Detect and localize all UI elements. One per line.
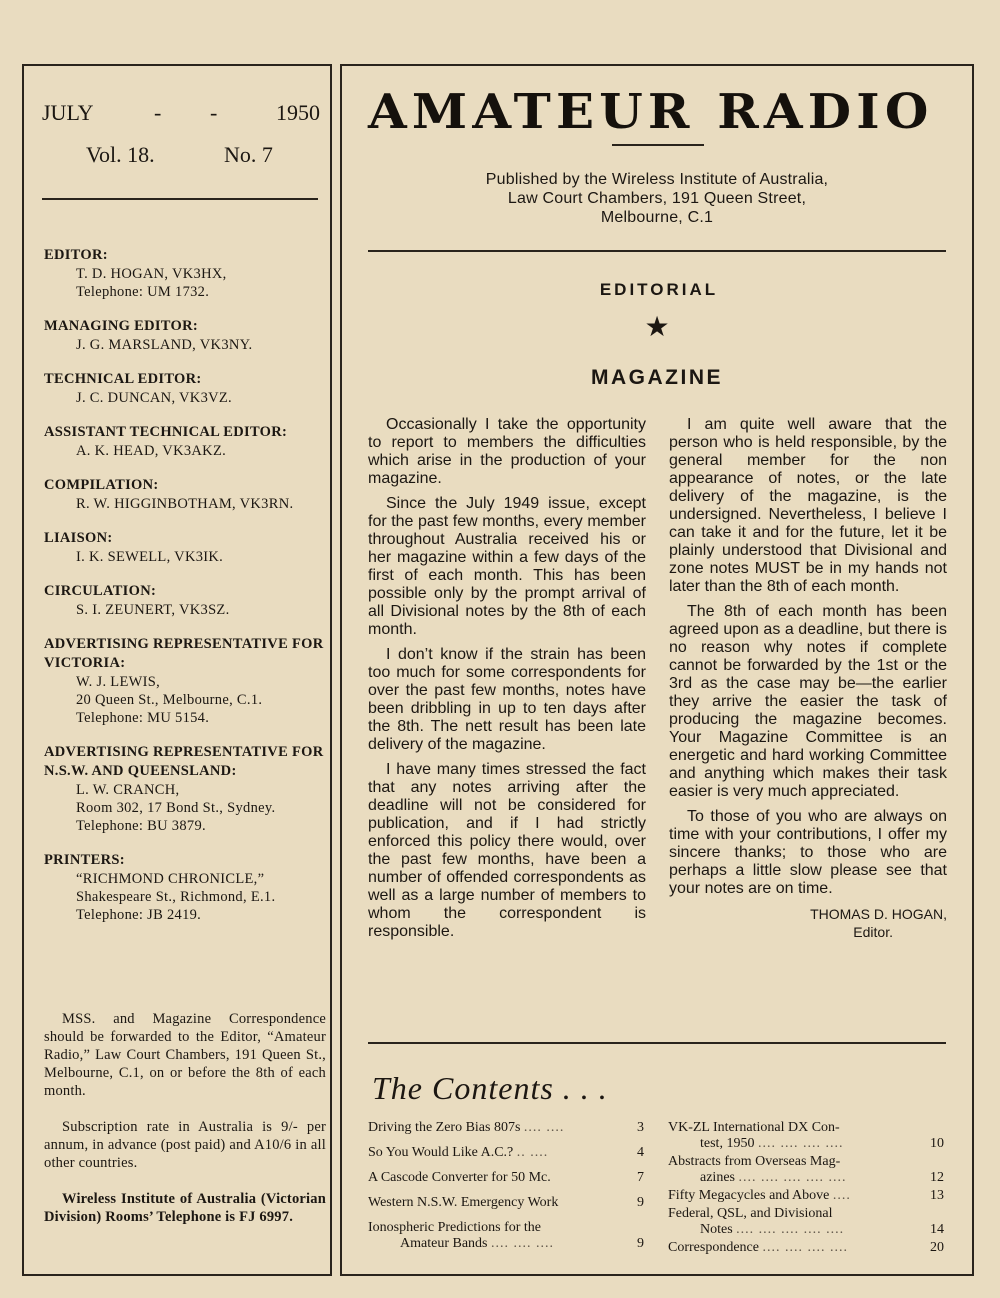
page-number: 20 (930, 1240, 944, 1255)
page-number: 9 (637, 1236, 644, 1251)
staff-line: “RICHMOND CHRONICLE,” (76, 871, 265, 887)
staff-group (44, 370, 334, 407)
staff-role: ADVERTISING REPRESENTATIVE FOR N.S.W. AND QUEENSLAND: (44, 744, 324, 779)
contents-column-right (668, 1120, 944, 1258)
publisher-info: Published by the Wireless Institute of Australia, Law Court Chambers, 191 Queen Street, Melbourne, C.1 (485, 171, 829, 226)
signature-name: THOMAS D. HOGAN, (810, 906, 947, 922)
staff-line: Telephone: BU 3879. (76, 818, 206, 834)
contents-title: The Contents . . . (372, 1070, 608, 1106)
staff-group (44, 851, 334, 924)
issue-volume: Vol. 18. (86, 142, 155, 167)
issue-number: No. 7 (224, 142, 273, 167)
issue-separator: - (154, 100, 162, 125)
page-number: 10 (930, 1136, 944, 1151)
staff-line: Room 302, 17 Bond St., Sydney. (76, 800, 276, 816)
staff-group (44, 743, 334, 835)
staff-line: S. I. ZEUNERT, VK3SZ. (76, 602, 230, 618)
masthead-underline (612, 144, 704, 146)
issue-month: JULY (42, 100, 94, 125)
staff-role: EDITOR: (44, 247, 108, 263)
paragraph: To those of you who are always on time with your contributions, I offer my sincere thanks; to those who are perhaps a little slow please see that your notes are on time. (669, 808, 947, 897)
issue-year: 1950 (276, 100, 320, 125)
page-number: 12 (930, 1170, 944, 1185)
staff-line: I. K. SEWELL, VK3IK. (76, 549, 224, 565)
page-number: 13 (930, 1188, 944, 1203)
contents-item[interactable]: Abstracts from Overseas Mag- azines .... .... .... .... .... 12 (668, 1154, 944, 1185)
signature (669, 905, 947, 941)
staff-line: A. K. HEAD, VK3AKZ. (76, 443, 227, 459)
page-number: 7 (637, 1170, 644, 1185)
editorial-column-1 (368, 416, 646, 948)
staff-line: Telephone: JB 2419. (76, 907, 202, 923)
contents-item[interactable]: VK-ZL International DX Con- test, 1950 .... .... .... .... 10 (668, 1120, 944, 1151)
contents-item[interactable]: Western N.S.W. Emergency Work 9 (368, 1195, 644, 1210)
subscription-note: Subscription rate in Australia is 9/- per annum, in advance (post paid) and A10/6 in all other countries. (44, 1119, 326, 1171)
contents-column-left (368, 1120, 644, 1261)
divider (368, 1042, 946, 1044)
article-headline: MAGAZINE (591, 366, 723, 389)
staff-line: L. W. CRANCH, (76, 782, 180, 798)
staff-role: CIRCULATION: (44, 583, 157, 599)
staff-line: R. W. HIGGINBOTHAM, VK3RN. (76, 496, 294, 512)
staff-group (44, 635, 334, 727)
page-number: 9 (637, 1195, 644, 1210)
star-icon: ★ (644, 312, 670, 343)
staff-role: LIAISON: (44, 530, 113, 546)
staff-group (44, 476, 334, 513)
staff-line: 20 Queen St., Melbourne, C.1. (76, 692, 263, 708)
masthead-title: AMATEUR RADIO (368, 84, 934, 140)
staff-role: ASSISTANT TECHNICAL EDITOR: (44, 424, 288, 440)
contents-item[interactable]: A Cascode Converter for 50 Mc. 7 (368, 1170, 644, 1185)
staff-panel (22, 64, 332, 1276)
telephone-note: Wireless Institute of Australia (Victorian Division) Rooms’ Telephone is FJ 6997. (44, 1191, 326, 1225)
page-number: 3 (637, 1120, 644, 1135)
staff-list (44, 246, 334, 940)
staff-group (44, 317, 334, 354)
contents-item[interactable]: Ionospheric Predictions for the Amateur Bands .... .... .... 9 (368, 1220, 644, 1251)
page-number: 4 (637, 1145, 644, 1160)
staff-line: J. C. DUNCAN, VK3VZ. (76, 390, 232, 406)
staff-line: W. J. LEWIS, (76, 674, 161, 690)
staff-group (44, 423, 334, 460)
paragraph: Since the July 1949 issue, except for the past few months, every member throughout Australia received his or her magazine within a few days of the first of each month. This has been possible only by the prompt arrival of all Divisional notes by the 8th of each month. (368, 495, 646, 638)
staff-role: MANAGING EDITOR: (44, 318, 198, 334)
staff-role: ADVERTISING REPRESENTATIVE FOR VICTORIA: (44, 636, 324, 671)
staff-role: COMPILATION: (44, 477, 159, 493)
divider (42, 198, 318, 200)
staff-line: Shakespeare St., Richmond, E.1. (76, 889, 276, 905)
issue-separator: - (210, 100, 218, 125)
contents-item[interactable]: So You Would Like A.C.? .. .... 4 (368, 1145, 644, 1160)
contents-item[interactable]: Fifty Megacycles and Above .... 13 (668, 1188, 944, 1203)
contents-item[interactable]: Correspondence .... .... .... .... 20 (668, 1240, 944, 1255)
paragraph: Occasionally I take the opportunity to report to members the difficulties which arise in the production of your magazine. (368, 416, 646, 487)
contents-item[interactable]: Federal, QSL, and Divisional Notes .... .... .... .... .... 14 (668, 1206, 944, 1237)
paragraph: I don’t know if the strain has been too much for some correspondents for over the past few months, notes have been dribbling in up to ten days after the 8th. The nett result has been late delivery of the magazine. (368, 646, 646, 753)
staff-group (44, 582, 334, 619)
signature-title: Editor. (853, 924, 893, 940)
divider (368, 250, 946, 252)
contents-item[interactable]: Driving the Zero Bias 807s .... .... 3 (368, 1120, 644, 1135)
staff-role: PRINTERS: (44, 852, 125, 868)
staff-line: T. D. HOGAN, VK3HX, (76, 266, 227, 282)
editorial-column-2 (669, 416, 947, 941)
staff-line: Telephone: UM 1732. (76, 284, 210, 300)
paragraph: The 8th of each month has been agreed upon as a deadline, but there is no reason why notes if complete cannot be forwarded by the 1st or the 3rd as the case may be—the earlier they arrive the easier the task of producing the magazine becomes. Your Magazine Committee is an energetic and hard working Committee and anything which makes their task easier is very much appreciated. (669, 603, 947, 800)
page-number: 14 (930, 1222, 944, 1237)
correspondence-note: MSS. and Magazine Correspondence should be forwarded to the Editor, “Amateur Radio,” Law Court Chambers, 191 Queen St., Melbourne, C.1, on or before the 8th of each month. (44, 1011, 326, 1099)
staff-role: TECHNICAL EDITOR: (44, 371, 202, 387)
staff-group (44, 246, 334, 301)
staff-group (44, 529, 334, 566)
main-panel (340, 64, 974, 1276)
section-label: EDITORIAL (599, 280, 719, 299)
paragraph: I have many times stressed the fact that any notes arriving after the deadline will not be considered for publication, and if I had strictly enforced this policy there would, over the past few months, have been a number of offended correspondents as well as a large number of members to whom the correspondent is responsible. (368, 761, 646, 940)
staff-line: J. G. MARSLAND, VK3NY. (76, 337, 253, 353)
staff-line: Telephone: MU 5154. (76, 710, 210, 726)
paragraph: I am quite well aware that the person who is held responsible, by the general member for the non appearance of notes, or the late delivery of the magazine, is the undersigned. Nevertheless, I believe I can take it and for the future, let it be plainly understood that Divisional and zone notes MUST be in my hands not later than the 8th of each month. (669, 416, 947, 595)
